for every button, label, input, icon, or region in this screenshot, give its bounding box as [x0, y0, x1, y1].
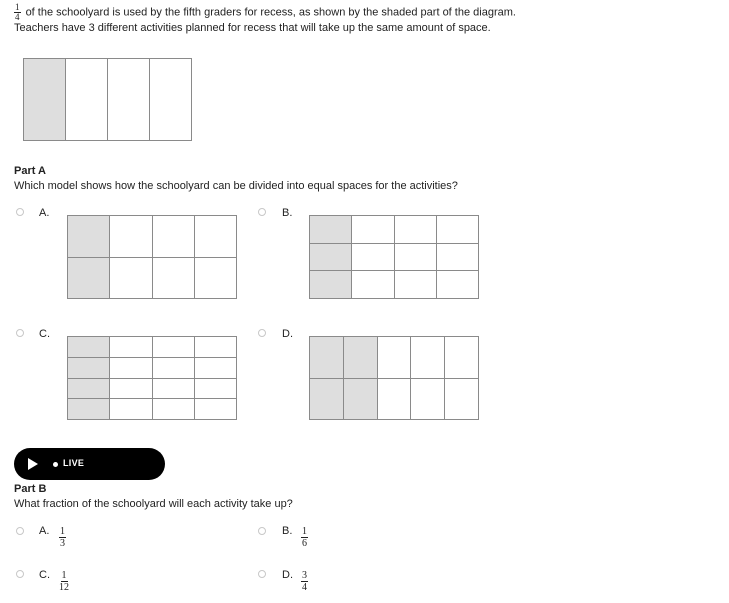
- option-d-model-cell: [445, 379, 479, 421]
- option-b-model-cell: [437, 244, 479, 272]
- part-b-option-b-radio[interactable]: [258, 527, 266, 535]
- part-b-option-a-numerator: 1: [60, 526, 65, 537]
- part-b-option-d-denominator: 4: [302, 582, 307, 593]
- option-b-model-cell: [395, 216, 437, 244]
- part-b-option-a-fraction[interactable]: [59, 526, 66, 549]
- option-c-model-shaded-cell: [68, 337, 110, 358]
- intro-text-1: of the schoolyard is used by the fifth graders for recess, as shown by the shaded part of the diagram.: [25, 6, 516, 19]
- option-b-model-cell: [437, 216, 479, 244]
- part-a-option-c-radio[interactable]: [16, 329, 24, 337]
- part-b-question: What fraction of the schoolyard will each activity take up?: [14, 498, 293, 510]
- schoolyard-model-cell: [66, 59, 108, 141]
- option-b-model-shaded-cell: [310, 216, 352, 244]
- option-d-model-cell: [378, 337, 412, 379]
- option-a-model-cell: [110, 258, 152, 300]
- part-a-title: Part A: [14, 165, 46, 177]
- option-c-model-cell: [195, 358, 237, 379]
- part-b-option-c-label[interactable]: C.: [39, 569, 50, 581]
- part-a-option-b-model[interactable]: [309, 215, 479, 299]
- live-dot-icon: [53, 462, 58, 467]
- live-label: LIVE: [63, 458, 85, 468]
- option-a-model-cell: [110, 216, 152, 258]
- option-c-model-cell: [110, 399, 152, 420]
- part-a-option-c-model[interactable]: [67, 336, 237, 420]
- option-d-model-shaded-cell: [310, 379, 344, 421]
- option-a-model-cell: [153, 216, 195, 258]
- live-media-bar[interactable]: [14, 448, 165, 480]
- option-b-model-shaded-cell: [310, 271, 352, 299]
- part-b-option-c-radio[interactable]: [16, 570, 24, 578]
- part-b-option-c-numerator: 1: [61, 570, 67, 581]
- part-a-option-d-label[interactable]: D.: [282, 328, 293, 340]
- schoolyard-model-shaded-cell: [24, 59, 66, 141]
- part-a-option-a-model[interactable]: [67, 215, 237, 299]
- part-b-option-a-label[interactable]: A.: [39, 525, 50, 537]
- intro-fraction: [14, 3, 21, 22]
- option-c-model-shaded-cell: [68, 358, 110, 379]
- option-c-model-cell: [195, 337, 237, 358]
- option-a-model-shaded-cell: [68, 258, 110, 300]
- option-d-model-cell: [378, 379, 412, 421]
- option-b-model-shaded-cell: [310, 244, 352, 272]
- part-a-option-d-model[interactable]: [309, 336, 479, 420]
- option-b-model-cell: [437, 271, 479, 299]
- option-d-model-cell: [411, 337, 445, 379]
- option-b-model-cell: [395, 271, 437, 299]
- option-d-model-shaded-cell: [310, 337, 344, 379]
- option-c-model-cell: [195, 399, 237, 420]
- schoolyard-model: [23, 58, 192, 141]
- option-a-model-cell: [195, 216, 237, 258]
- intro-fraction-numerator: 1: [15, 2, 20, 12]
- option-c-model-cell: [110, 337, 152, 358]
- part-a-option-c-label[interactable]: C.: [39, 328, 50, 340]
- part-a-option-d-radio[interactable]: [258, 329, 266, 337]
- option-c-model-cell: [153, 337, 195, 358]
- part-b-option-b-label[interactable]: B.: [282, 525, 293, 537]
- option-a-model-cell: [153, 258, 195, 300]
- option-b-model-cell: [352, 216, 394, 244]
- option-b-model-cell: [352, 271, 394, 299]
- option-c-model-cell: [195, 379, 237, 400]
- part-b-option-a-denominator: 3: [60, 538, 65, 549]
- option-a-model-shaded-cell: [68, 216, 110, 258]
- part-b-option-b-denominator: 6: [302, 538, 307, 549]
- part-b-title: Part B: [14, 483, 47, 495]
- option-c-model-cell: [153, 399, 195, 420]
- option-c-model-shaded-cell: [68, 399, 110, 420]
- option-c-model-shaded-cell: [68, 379, 110, 400]
- part-a-option-b-label[interactable]: B.: [282, 207, 293, 219]
- schoolyard-model-cell: [150, 59, 192, 141]
- option-d-model-cell: [445, 337, 479, 379]
- part-b-option-b-fraction[interactable]: [301, 526, 308, 549]
- option-d-model-cell: [411, 379, 445, 421]
- part-a-option-a-label[interactable]: A.: [39, 207, 50, 219]
- option-b-model-cell: [395, 244, 437, 272]
- intro-line-2: Teachers have 3 different activities planned for recess that will take up the same amount of space.: [14, 22, 491, 34]
- part-a-question: Which model shows how the schoolyard can be divided into equal spaces for the activities?: [14, 180, 458, 192]
- part-b-option-d-numerator: 3: [302, 570, 307, 581]
- part-b-option-b-numerator: 1: [302, 526, 307, 537]
- part-b-option-a-radio[interactable]: [16, 527, 24, 535]
- intro-fraction-denominator: 4: [15, 12, 20, 22]
- option-b-model-cell: [352, 244, 394, 272]
- intro-line-1: [14, 3, 516, 22]
- option-c-model-cell: [110, 358, 152, 379]
- play-icon[interactable]: [28, 458, 38, 470]
- option-d-model-shaded-cell: [344, 337, 378, 379]
- option-c-model-cell: [153, 358, 195, 379]
- option-c-model-cell: [110, 379, 152, 400]
- part-b-option-c-fraction[interactable]: [59, 570, 69, 593]
- part-b-option-d-radio[interactable]: [258, 570, 266, 578]
- part-a-option-b-radio[interactable]: [258, 208, 266, 216]
- schoolyard-model-cell: [108, 59, 150, 141]
- option-a-model-cell: [195, 258, 237, 300]
- option-c-model-cell: [153, 379, 195, 400]
- part-b-option-d-label[interactable]: D.: [282, 569, 293, 581]
- part-b-option-d-fraction[interactable]: [301, 570, 308, 593]
- part-a-option-a-radio[interactable]: [16, 208, 24, 216]
- part-b-option-c-denominator: 12: [59, 582, 69, 593]
- option-d-model-shaded-cell: [344, 379, 378, 421]
